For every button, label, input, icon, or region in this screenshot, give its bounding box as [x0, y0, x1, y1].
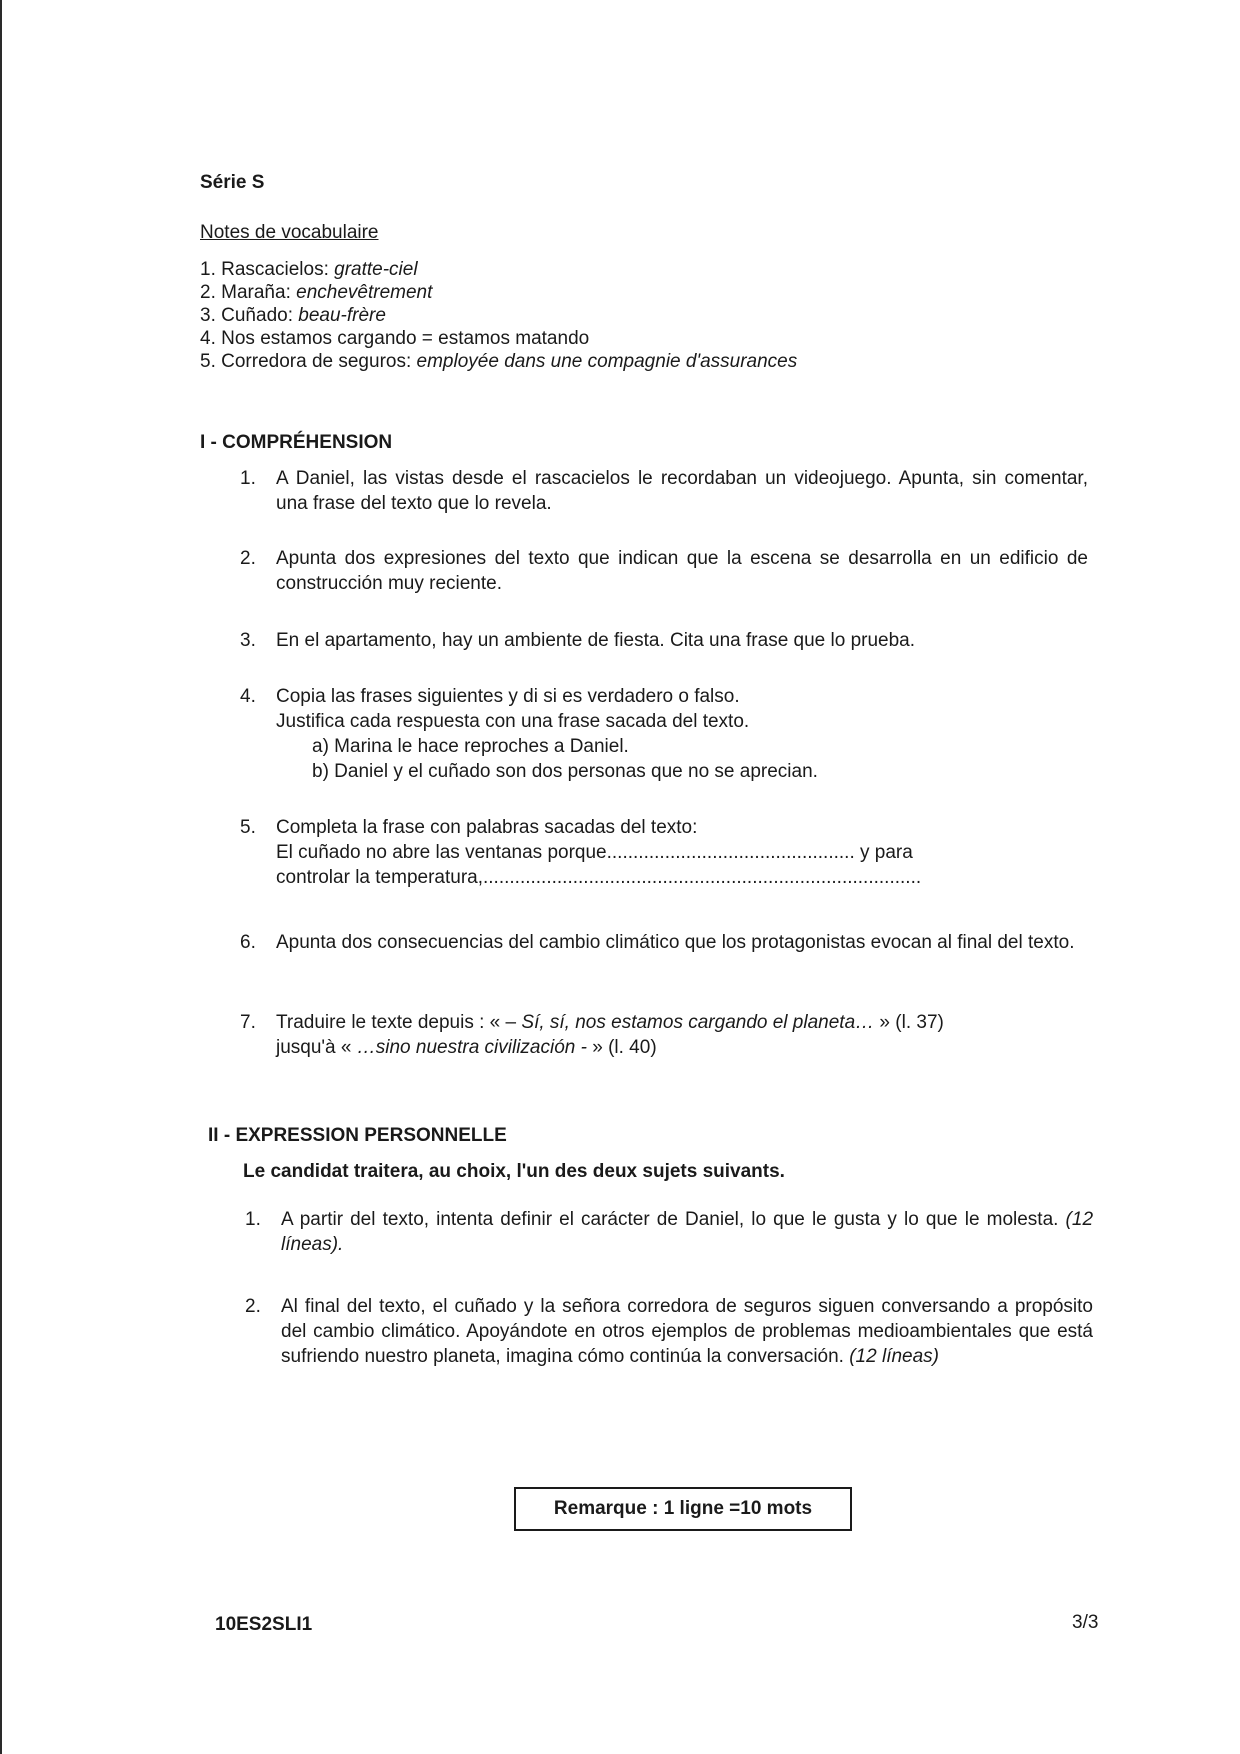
vocab-title: Notes de vocabulaire: [200, 222, 379, 243]
vocab-item: 5. Corredora de seguros: employée dans une compagnie d'assurances: [200, 351, 798, 372]
exam-code: 10ES2SLI1: [215, 1614, 313, 1635]
expression-title: II - EXPRESSION PERSONNELLE: [208, 1125, 507, 1146]
vocab-item: 4. Nos estamos cargando = estamos matando: [200, 328, 590, 349]
remark-box: [514, 1487, 852, 1531]
question-4a: a) Marina le hace reproches a Daniel.: [312, 736, 629, 757]
expression-subtitle: Le candidat traitera, au choix, l'un des deux sujets suivants.: [243, 1161, 785, 1182]
fill-blank-line: El cuñado no abre las ventanas porque............................................... y para: [276, 842, 913, 863]
vocab-item: 1. Rascacielos: gratte-ciel: [200, 259, 418, 280]
question-4b: b) Daniel y el cuñado son dos personas que no se aprecian.: [312, 761, 818, 782]
vocab-item: 3. Cuñado: beau-frère: [200, 305, 386, 326]
remark-text: Remarque : 1 ligne =10 mots: [553, 1498, 813, 1519]
exam-page: Série S Notes de vocabulaire 1. Rascacielos: gratte-ciel 2. Maraña: enchevêtrement 3. Cuñado: beau-frère 4. Nos estamos cargando = estamos matando 5. Corredora de seguros: employée dans une compagnie d'assurances I - COMPRÉHENSION 1. A Daniel, las vistas desde el rascacielos le recordaban un videojuego. Apunta, sin comentar, una frase del texto que lo revela. 2. Apunta dos expresiones del texto que indican que la escena se desarrolla en un edificio de construcción muy reciente. 3. En el apartamento, hay un ambiente de fiesta. Cita una frase que lo prueba. 4. Copia las frases siguientes y di si es verdadero o falso. Justifica cada respuesta con una frase sacada del texto. a) Marina le hace reproches a Daniel. b) Daniel y el cuñado son dos personas que no se aprecian. 5. Completa la frase con palabras sacadas del texto: El cuñado no abre las ventanas porque............................................... y para controlar la temperatura,................................................................................... 6. Apunta dos consecuencias del cambio climático que los protagonistas evocan al final del texto. 7. Traduire le texte depuis : « – Sí, sí, nos estamos cargando el planeta… » (l. 37) jusqu'à « …sino nuestra civilización - » (l. 40) II - EXPRESSION PERSONNELLE Le candidat traitera, au choix, l'un des deux sujets suivants. 1. A partir del texto, intenta definir el carácter de Daniel, lo que le gusta y lo que le molesta. (12 líneas). 2. Al final del texto, el cuñado y la señora corredora de seguros siguen conversando a propósito del cambio climático. Apoyándote en otros ejemplos de problemas medioambientales que está sufriendo nuestro planeta, imagina cómo continúa la conversación. (12 líneas) Remarque : 1 ligne =10 mots 10ES2SLI1 3/3: [200, 172, 1099, 1635]
fill-blank-line: controlar la temperatura,...................................................................................: [276, 867, 922, 888]
serie-heading: Série S: [200, 172, 265, 193]
page-number: 3/3: [1072, 1612, 1099, 1633]
vocab-list: [200, 258, 797, 373]
comprehension-title: I - COMPRÉHENSION: [200, 432, 393, 453]
vocab-item: 2. Maraña: enchevêtrement: [200, 282, 433, 303]
